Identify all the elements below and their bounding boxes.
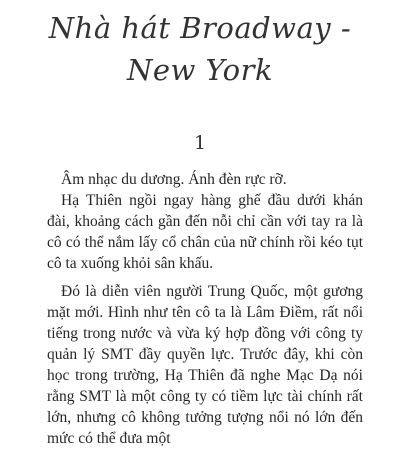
- section-number: 1: [193, 132, 207, 154]
- paragraph-2: Hạ Thiên ngồi ngay hàng ghế đầu dưới khán đài, khoảng cách gần đến nỗi chỉ cần với tay ra là cô có thể nắm lấy cổ chân của nữ chính rồi kéo tụt cô ta xuống khỏi sân khấu.: [47, 192, 363, 272]
- chapter-title-line-2: New York: [126, 53, 274, 87]
- paragraph-1: Âm nhạc du dương. Ánh đèn rực rỡ.: [61, 171, 287, 188]
- paragraph-3: Đó là diễn viên người Trung Quốc, một gương mặt mới. Hình như tên cô ta là Lâm Điềm, rất nổi tiếng trong nước và vừa ký hợp đồng với công ty quản lý SMT đầy quyền lực. Trước đây, khi còn học trong trường, Hạ Thiên đã nghe Mạc Dạ nói rằng SMT là một công ty có tiềm lực tài chính rất lớn, nhưng cô không tưởng tượng nổi nó lớn đến mức có thể đưa một: [47, 283, 363, 447]
- chapter-title-line-1: Nhà hát Broadway -: [48, 11, 352, 45]
- body-text: [47, 169, 363, 449]
